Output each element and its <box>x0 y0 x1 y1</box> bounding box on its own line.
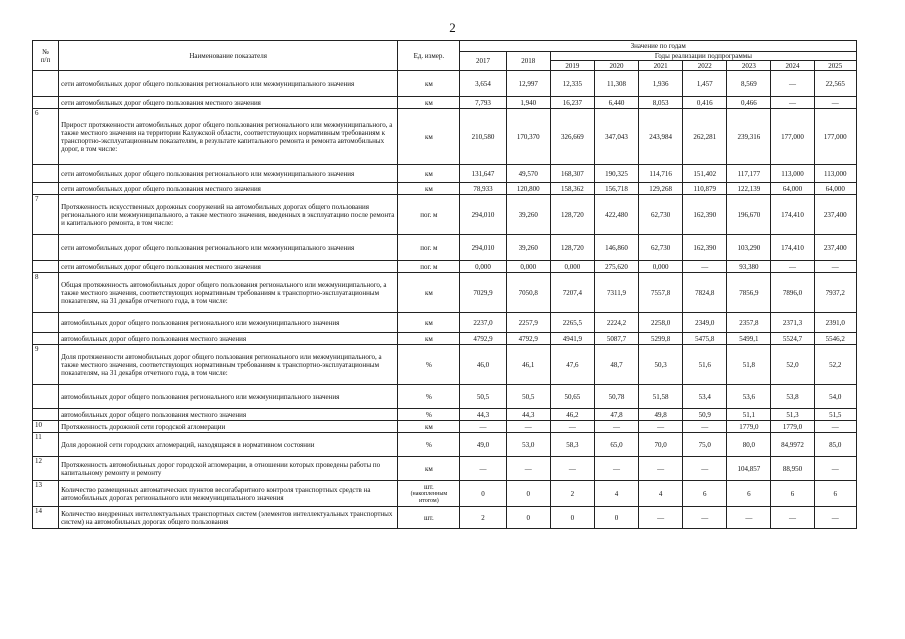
row-unit <box>398 235 460 261</box>
row-value: 1779,0 <box>771 421 814 433</box>
row-value: 4792,9 <box>506 333 550 345</box>
row-value: 168,307 <box>550 165 594 183</box>
row-value: 4 <box>594 481 638 507</box>
row-value: 5524,7 <box>771 333 814 345</box>
row-indicator-name: Протяженность дорожной сети городской агломерации <box>59 421 398 433</box>
row-value: 7029,9 <box>460 273 506 313</box>
row-value: — <box>771 507 814 529</box>
row-value: 93,380 <box>727 261 771 273</box>
table-row <box>33 481 857 507</box>
indicators-table <box>32 40 857 529</box>
row-unit-label: % <box>425 360 432 369</box>
row-value: 54,0 <box>814 385 856 409</box>
row-value: 0,000 <box>639 261 683 273</box>
row-value: 2349,0 <box>683 313 727 333</box>
row-number: 12 <box>33 457 59 481</box>
row-value: 58,3 <box>550 433 594 457</box>
row-value: 6,440 <box>594 97 638 109</box>
row-value: 49,570 <box>506 165 550 183</box>
row-value: 275,620 <box>594 261 638 273</box>
row-value: 2257,9 <box>506 313 550 333</box>
row-value: 0,416 <box>683 97 727 109</box>
table-row <box>33 261 857 273</box>
row-value: 120,800 <box>506 183 550 195</box>
row-number: 10 <box>33 421 59 433</box>
row-value: 104,857 <box>727 457 771 481</box>
row-value: 174,410 <box>771 235 814 261</box>
row-value: 422,480 <box>594 195 638 235</box>
row-value: 5546,2 <box>814 333 856 345</box>
row-value: 129,268 <box>639 183 683 195</box>
row-value: 113,000 <box>814 165 856 183</box>
row-value: 237,400 <box>814 195 856 235</box>
header-year: 2024 <box>771 61 814 71</box>
row-value: 110,879 <box>683 183 727 195</box>
row-value: 48,7 <box>594 345 638 385</box>
row-unit <box>398 421 460 433</box>
row-unit <box>398 409 460 421</box>
row-value: 128,720 <box>550 195 594 235</box>
row-indicator-name: сети автомобильных дорог общего пользования регионального или межмуниципального значения <box>59 71 398 97</box>
row-value: — <box>814 421 856 433</box>
row-value: 47,6 <box>550 345 594 385</box>
row-value: 49,8 <box>639 409 683 421</box>
row-value: 78,933 <box>460 183 506 195</box>
row-unit-label: % <box>425 440 432 449</box>
row-value: 49,0 <box>460 433 506 457</box>
row-value: 113,000 <box>771 165 814 183</box>
row-value: 5475,8 <box>683 333 727 345</box>
row-value: 158,362 <box>550 183 594 195</box>
table-row <box>33 71 857 97</box>
row-value: 51,8 <box>727 345 771 385</box>
row-unit <box>398 195 460 235</box>
row-value: 51,3 <box>771 409 814 421</box>
header-unit: Ед. измер. <box>398 41 460 71</box>
table-row <box>33 195 857 235</box>
table-body <box>33 71 857 529</box>
row-unit-label: км <box>424 132 433 141</box>
row-value: 50,9 <box>683 409 727 421</box>
row-unit-label: км <box>424 169 433 178</box>
row-unit <box>398 345 460 385</box>
row-value: 50,3 <box>639 345 683 385</box>
row-value: 51,5 <box>814 409 856 421</box>
row-value: 85,0 <box>814 433 856 457</box>
row-unit <box>398 71 460 97</box>
header-year: 2022 <box>683 61 727 71</box>
row-value: 7311,9 <box>594 273 638 313</box>
header-name: Наименование показателя <box>59 41 398 71</box>
row-number <box>33 385 59 409</box>
row-value: — <box>594 457 638 481</box>
row-unit-label: шт. <box>424 513 434 522</box>
row-value: 7824,8 <box>683 273 727 313</box>
row-value: — <box>683 457 727 481</box>
row-unit <box>398 433 460 457</box>
row-value: 114,716 <box>639 165 683 183</box>
table-row <box>33 409 857 421</box>
row-value: 196,670 <box>727 195 771 235</box>
row-value: 8,053 <box>639 97 683 109</box>
row-value: — <box>814 261 856 273</box>
row-value: 6 <box>727 481 771 507</box>
row-value: 88,950 <box>771 457 814 481</box>
row-unit <box>398 333 460 345</box>
table-row <box>33 345 857 385</box>
row-value: 0,000 <box>460 261 506 273</box>
row-value: 103,290 <box>727 235 771 261</box>
table-row <box>33 273 857 313</box>
row-value: 39,260 <box>506 195 550 235</box>
row-value: 5299,8 <box>639 333 683 345</box>
row-value: 7207,4 <box>550 273 594 313</box>
row-value: 2237,0 <box>460 313 506 333</box>
row-value: 44,3 <box>506 409 550 421</box>
row-value: 190,325 <box>594 165 638 183</box>
row-value: 177,000 <box>771 109 814 165</box>
row-unit-label: % <box>425 392 432 401</box>
row-value: 131,647 <box>460 165 506 183</box>
table-row <box>33 313 857 333</box>
row-unit-label: км <box>424 334 433 343</box>
row-value: 50,65 <box>550 385 594 409</box>
row-value: — <box>814 507 856 529</box>
row-value: — <box>639 421 683 433</box>
row-indicator-name: Количество внедренных интеллектуальных транспортных систем (элементов интеллектуальных транспортных систем) на автомобильных дорогах общего пользования <box>59 507 398 529</box>
row-value: — <box>550 421 594 433</box>
row-unit <box>398 183 460 195</box>
row-indicator-name: Количество размещенных автоматических пунктов весогабаритного контроля транспортных средств на автомобильных дорогах регионального или межмуниципального значения <box>59 481 398 507</box>
row-unit <box>398 273 460 313</box>
row-value: 12,335 <box>550 71 594 97</box>
row-value: 64,000 <box>771 183 814 195</box>
table-row <box>33 421 857 433</box>
row-value: 6 <box>683 481 727 507</box>
row-unit-label: шт. <box>424 482 434 491</box>
row-value: 12,997 <box>506 71 550 97</box>
row-value: 51,58 <box>639 385 683 409</box>
table-row <box>33 457 857 481</box>
row-value: 53,8 <box>771 385 814 409</box>
row-value: 6 <box>771 481 814 507</box>
header-year: 2025 <box>814 61 856 71</box>
row-value: — <box>683 421 727 433</box>
row-value: 7050,8 <box>506 273 550 313</box>
row-value: 7,793 <box>460 97 506 109</box>
row-value: 50,5 <box>506 385 550 409</box>
row-value: — <box>683 507 727 529</box>
row-value: 2357,8 <box>727 313 771 333</box>
row-value: 117,177 <box>727 165 771 183</box>
row-unit-label: км <box>424 422 433 431</box>
row-number <box>33 97 59 109</box>
row-value: — <box>460 421 506 433</box>
row-indicator-name: Доля дорожной сети городских агломераций, находящаяся в нормативном состоянии <box>59 433 398 457</box>
row-value: 294,010 <box>460 195 506 235</box>
row-unit <box>398 165 460 183</box>
row-value: — <box>506 457 550 481</box>
row-indicator-name: сети автомобильных дорог общего пользования местного значения <box>59 97 398 109</box>
row-value: 4941,9 <box>550 333 594 345</box>
table-row <box>33 183 857 195</box>
row-indicator-name: Протяженность искусственных дорожных сооружений на автомобильных дорогах общего пользования регионального или межмуниципального, а также местного значения, введенных в эксплуатацию после ремонта и капитального ремонта, в том числе: <box>59 195 398 235</box>
row-value: 326,669 <box>550 109 594 165</box>
row-unit-label: км <box>424 288 433 297</box>
row-value: 7937,2 <box>814 273 856 313</box>
row-value: 5087,7 <box>594 333 638 345</box>
row-value: 46,1 <box>506 345 550 385</box>
row-unit <box>398 261 460 273</box>
row-value: 53,0 <box>506 433 550 457</box>
row-value: 70,0 <box>639 433 683 457</box>
table-row <box>33 333 857 345</box>
row-unit <box>398 507 460 529</box>
row-unit-label: км <box>424 184 433 193</box>
row-value: 347,043 <box>594 109 638 165</box>
row-value: — <box>727 507 771 529</box>
row-value: 156,718 <box>594 183 638 195</box>
row-value: 0 <box>506 507 550 529</box>
row-number: 11 <box>33 433 59 457</box>
row-value: 62,730 <box>639 195 683 235</box>
row-value: 50,5 <box>460 385 506 409</box>
header-year: 2018 <box>506 52 550 71</box>
row-unit <box>398 97 460 109</box>
row-value: 170,370 <box>506 109 550 165</box>
row-value: — <box>771 71 814 97</box>
row-value: 53,6 <box>727 385 771 409</box>
row-value: 2224,2 <box>594 313 638 333</box>
row-value: 1,940 <box>506 97 550 109</box>
row-value: 51,6 <box>683 345 727 385</box>
row-value: 237,400 <box>814 235 856 261</box>
row-value: 243,984 <box>639 109 683 165</box>
row-value: — <box>771 97 814 109</box>
row-number: 14 <box>33 507 59 529</box>
row-value: — <box>460 457 506 481</box>
row-value: — <box>550 457 594 481</box>
header-year: 2023 <box>727 61 771 71</box>
row-value: 1,457 <box>683 71 727 97</box>
row-value: 6 <box>814 481 856 507</box>
header-program-years: Годы реализации подпрограммы <box>550 52 856 61</box>
row-number <box>33 235 59 261</box>
row-value: 84,9972 <box>771 433 814 457</box>
row-value: 3,654 <box>460 71 506 97</box>
row-value: 22,565 <box>814 71 856 97</box>
row-value: — <box>594 421 638 433</box>
row-value: 177,000 <box>814 109 856 165</box>
row-value: 2 <box>460 507 506 529</box>
table-row <box>33 507 857 529</box>
row-value: 46,0 <box>460 345 506 385</box>
row-value: — <box>639 507 683 529</box>
row-indicator-name: автомобильных дорог общего пользования местного значения <box>59 333 398 345</box>
row-value: 75,0 <box>683 433 727 457</box>
row-value: 44,3 <box>460 409 506 421</box>
row-value: 50,78 <box>594 385 638 409</box>
row-value: — <box>639 457 683 481</box>
row-number <box>33 71 59 97</box>
row-value: 2265,5 <box>550 313 594 333</box>
row-value: 0,466 <box>727 97 771 109</box>
row-value: 7557,8 <box>639 273 683 313</box>
row-number <box>33 165 59 183</box>
row-number: 7 <box>33 195 59 235</box>
row-value: 174,410 <box>771 195 814 235</box>
row-value: — <box>771 261 814 273</box>
row-number <box>33 333 59 345</box>
row-value: 65,0 <box>594 433 638 457</box>
row-unit-label: км <box>424 464 433 473</box>
row-value: 146,860 <box>594 235 638 261</box>
row-value: 2258,0 <box>639 313 683 333</box>
row-unit-label: км <box>424 318 433 327</box>
row-value: — <box>814 457 856 481</box>
row-unit-label: пог. м <box>420 243 438 252</box>
row-value: 53,4 <box>683 385 727 409</box>
table-row <box>33 235 857 261</box>
row-unit <box>398 481 460 507</box>
row-value: 0,000 <box>550 261 594 273</box>
row-value: 162,390 <box>683 235 727 261</box>
row-value: 7856,9 <box>727 273 771 313</box>
row-value: 2391,0 <box>814 313 856 333</box>
header-year: 2019 <box>550 61 594 71</box>
row-number: 8 <box>33 273 59 313</box>
row-value: 0 <box>506 481 550 507</box>
row-unit-note: (накопленным итогом) <box>410 490 448 504</box>
row-number <box>33 261 59 273</box>
table-row <box>33 385 857 409</box>
row-value: 262,281 <box>683 109 727 165</box>
row-indicator-name: сети автомобильных дорог общего пользования местного значения <box>59 261 398 273</box>
row-unit-label: пог. м <box>420 210 438 219</box>
row-value: 39,260 <box>506 235 550 261</box>
row-number <box>33 409 59 421</box>
header-year: 2021 <box>639 61 683 71</box>
row-value: 52,2 <box>814 345 856 385</box>
row-indicator-name: автомобильных дорог общего пользования регионального или межмуниципального значения <box>59 313 398 333</box>
row-number: 9 <box>33 345 59 385</box>
row-value: 5499,1 <box>727 333 771 345</box>
page-number: 2 <box>449 20 456 35</box>
row-unit <box>398 385 460 409</box>
row-value: 46,2 <box>550 409 594 421</box>
row-unit-label: км <box>424 79 433 88</box>
row-value: 62,730 <box>639 235 683 261</box>
row-unit <box>398 313 460 333</box>
row-value: 16,237 <box>550 97 594 109</box>
row-indicator-name: Прирост протяженности автомобильных дорог общего пользования регионального или межмуниципального, а также местного значения на территории Калужской области, соответствующих нормативным требованиям к транспортно-эксплуатационным показателям, в результате капитального ремонта и ремонта автомобильных дорог, в том числе: <box>59 109 398 165</box>
row-indicator-name: сети автомобильных дорог общего пользования регионального или межмуниципального значения <box>59 165 398 183</box>
row-indicator-name: автомобильных дорог общего пользования местного значения <box>59 409 398 421</box>
row-value: 80,0 <box>727 433 771 457</box>
row-value: 294,010 <box>460 235 506 261</box>
row-value: 7896,0 <box>771 273 814 313</box>
row-value: 128,720 <box>550 235 594 261</box>
row-value: 122,139 <box>727 183 771 195</box>
header-year: 2020 <box>594 61 638 71</box>
row-value: — <box>506 421 550 433</box>
table-row <box>33 433 857 457</box>
row-value: 1779,0 <box>727 421 771 433</box>
row-value: — <box>814 97 856 109</box>
header-year: 2017 <box>460 52 506 71</box>
row-indicator-name: сети автомобильных дорог общего пользования местного значения <box>59 183 398 195</box>
row-unit-label: пог. м <box>420 262 438 271</box>
row-value: 239,316 <box>727 109 771 165</box>
row-value: 162,390 <box>683 195 727 235</box>
row-indicator-name: Общая протяженность автомобильных дорог общего пользования регионального или межмуниципального, а также местного значения, соответствующих нормативным требованиям к транспортно-эксплуатационным показателям, на 31 декабря отчетного года, в том числе: <box>59 273 398 313</box>
row-value: 2 <box>550 481 594 507</box>
row-value: 4 <box>639 481 683 507</box>
row-value: 2371,3 <box>771 313 814 333</box>
row-value: 1,936 <box>639 71 683 97</box>
table-row <box>33 97 857 109</box>
row-value: 0 <box>594 507 638 529</box>
row-unit <box>398 457 460 481</box>
row-value: 210,580 <box>460 109 506 165</box>
row-value: 4792,9 <box>460 333 506 345</box>
row-value: 151,402 <box>683 165 727 183</box>
row-number <box>33 183 59 195</box>
row-value: 47,8 <box>594 409 638 421</box>
row-value: 51,1 <box>727 409 771 421</box>
row-value: 0,000 <box>506 261 550 273</box>
row-number: 13 <box>33 481 59 507</box>
row-indicator-name: сети автомобильных дорог общего пользования регионального или межмуниципального значения <box>59 235 398 261</box>
table-row <box>33 109 857 165</box>
row-value: 8,569 <box>727 71 771 97</box>
row-value: 0 <box>550 507 594 529</box>
header-values-by-year: Значение по годам <box>460 41 857 52</box>
table-row <box>33 165 857 183</box>
row-value: 52,0 <box>771 345 814 385</box>
row-unit <box>398 109 460 165</box>
row-value: 0 <box>460 481 506 507</box>
header-num: № п/п <box>33 41 59 71</box>
row-indicator-name: автомобильных дорог общего пользования регионального или межмуниципального значения <box>59 385 398 409</box>
row-value: 64,000 <box>814 183 856 195</box>
row-unit-label: км <box>424 98 433 107</box>
row-number: 6 <box>33 109 59 165</box>
row-value: — <box>683 261 727 273</box>
row-number <box>33 313 59 333</box>
row-unit-label: % <box>425 410 432 419</box>
row-indicator-name: Доля протяженности автомобильных дорог общего пользования регионального или межмуниципального, а также местного значения, соответствующих нормативным требованиям к транспортно-эксплуатационным показателям, на 31 декабря отчетного года, в том числе: <box>59 345 398 385</box>
row-value: 11,308 <box>594 71 638 97</box>
row-indicator-name: Протяженность автомобильных дорог городской агломерации, в отношении которых проведены работы по капитальному ремонту и ремонту <box>59 457 398 481</box>
